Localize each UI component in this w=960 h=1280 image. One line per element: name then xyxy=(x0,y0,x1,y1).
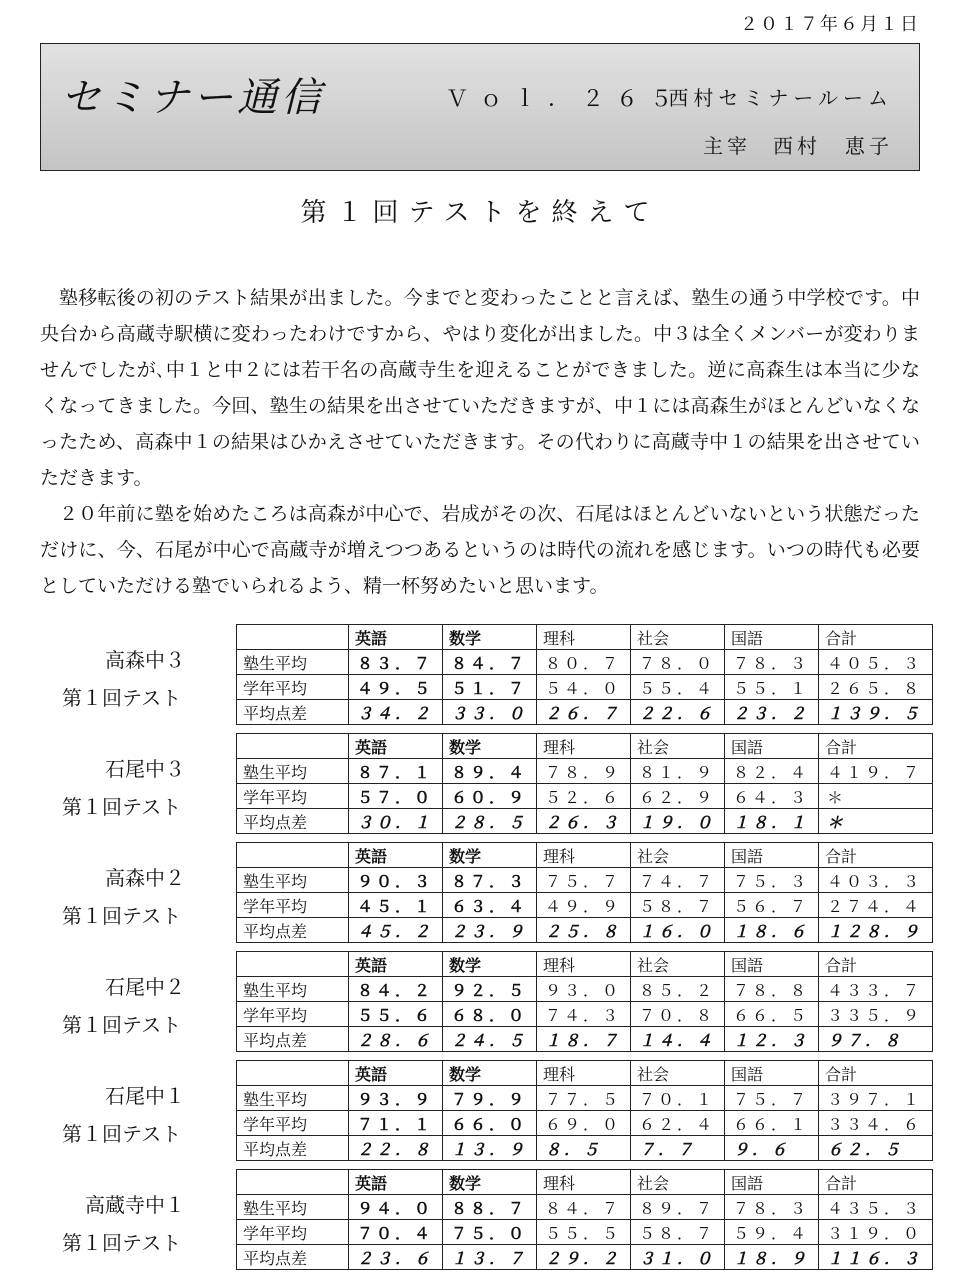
table-row xyxy=(237,1220,933,1245)
row-label: 平均点差 xyxy=(237,1245,349,1270)
score-cell: ５５．１ xyxy=(725,675,819,700)
test-name: 第１回テスト xyxy=(62,795,182,819)
score-cell: ８３．７ xyxy=(349,650,443,675)
score-cell: ２２．８ xyxy=(349,1136,443,1161)
newsletter-header xyxy=(40,43,920,171)
score-cell: ７０．８ xyxy=(631,1002,725,1027)
subject-header: 数学 xyxy=(443,952,537,977)
table-corner xyxy=(237,1061,349,1086)
score-cell: ４３５．３ xyxy=(819,1195,933,1220)
score-cell: ８４．７ xyxy=(537,1195,631,1220)
score-cell: ７５．３ xyxy=(725,868,819,893)
score-cell: ７０．４ xyxy=(349,1220,443,1245)
result-block xyxy=(40,733,932,833)
score-cell: ５５．６ xyxy=(349,1002,443,1027)
score-cell: ３３４．６ xyxy=(819,1111,933,1136)
score-cell: ２３．９ xyxy=(443,918,537,943)
subject-header: 国語 xyxy=(725,1170,819,1195)
score-cell: ＊ xyxy=(819,784,933,809)
table-header-row xyxy=(237,1061,933,1086)
score-cell: ４３３．７ xyxy=(819,977,933,1002)
score-cell: ５９．４ xyxy=(725,1220,819,1245)
row-label: 学年平均 xyxy=(237,784,349,809)
subject-header: 社会 xyxy=(631,734,725,759)
score-cell: ５１．７ xyxy=(443,675,537,700)
row-label: 塾生平均 xyxy=(237,1195,349,1220)
subject-header: 理科 xyxy=(537,1061,631,1086)
score-cell: ６６．１ xyxy=(725,1111,819,1136)
table-header-row xyxy=(237,625,933,650)
school-name: 石尾中３ xyxy=(105,757,185,781)
subject-header: 社会 xyxy=(631,952,725,977)
score-cell: ７４．３ xyxy=(537,1002,631,1027)
score-cell: ４１９．７ xyxy=(819,759,933,784)
score-cell: ３０．１ xyxy=(349,809,443,834)
row-label: 学年平均 xyxy=(237,893,349,918)
score-table xyxy=(236,733,933,834)
score-cell: ２３．６ xyxy=(349,1245,443,1270)
subject-header: 社会 xyxy=(631,625,725,650)
score-cell: ８２．４ xyxy=(725,759,819,784)
score-cell: ９０．３ xyxy=(349,868,443,893)
row-label: 学年平均 xyxy=(237,1002,349,1027)
score-cell: ２４．５ xyxy=(443,1027,537,1052)
score-table xyxy=(236,951,933,1052)
score-cell: ５５．４ xyxy=(631,675,725,700)
score-cell: ６９．０ xyxy=(537,1111,631,1136)
score-cell: ９３．０ xyxy=(537,977,631,1002)
article-headline: 第１回テストを終えて xyxy=(300,198,660,228)
score-cell: ２５．８ xyxy=(537,918,631,943)
score-cell: １９．０ xyxy=(631,809,725,834)
score-cell: ３３５．９ xyxy=(819,1002,933,1027)
row-label: 学年平均 xyxy=(237,1111,349,1136)
score-cell: １８．１ xyxy=(725,809,819,834)
row-label: 塾生平均 xyxy=(237,759,349,784)
school-name: 石尾中１ xyxy=(105,1084,185,1108)
score-cell: １６．０ xyxy=(631,918,725,943)
score-cell: ４０３．３ xyxy=(819,868,933,893)
score-cell: ６８．０ xyxy=(443,1002,537,1027)
subject-header: 理科 xyxy=(537,952,631,977)
host-name: 西村 恵子 xyxy=(773,134,893,158)
score-cell: ７．７ xyxy=(631,1136,725,1161)
subject-header: 数学 xyxy=(443,843,537,868)
score-cell: ８７．１ xyxy=(349,759,443,784)
score-cell: ５８．７ xyxy=(631,1220,725,1245)
score-cell: ４９．５ xyxy=(349,675,443,700)
score-cell: ７８．９ xyxy=(537,759,631,784)
table-row xyxy=(237,1245,933,1270)
paragraph: ２０年前に塾を始めたころは高森が中心で、岩成がその次、石尾はほとんどいないという状態だっただけに、今、石尾が中心で高蔵寺が増えつつあるというのは時代の流れを感じます。いつの時代も必要としていただける塾でいられるよう、精一杯努めたいと思います。 xyxy=(40,503,920,597)
test-name: 第１回テスト xyxy=(62,686,182,710)
table-row xyxy=(237,893,933,918)
score-cell: ９４．０ xyxy=(349,1195,443,1220)
score-cell: ７９．９ xyxy=(443,1086,537,1111)
test-name: 第１回テスト xyxy=(62,1013,182,1037)
school-name: 高森中２ xyxy=(105,866,185,890)
score-cell: ８０．７ xyxy=(537,650,631,675)
score-cell: ３１．０ xyxy=(631,1245,725,1270)
score-cell: ３３．０ xyxy=(443,700,537,725)
score-cell: ３９７．１ xyxy=(819,1086,933,1111)
row-label: 学年平均 xyxy=(237,1220,349,1245)
score-cell: ８１．９ xyxy=(631,759,725,784)
score-cell: ７５．７ xyxy=(725,1086,819,1111)
table-row xyxy=(237,1111,933,1136)
score-cell: ２６５．８ xyxy=(819,675,933,700)
score-cell: ２８．５ xyxy=(443,809,537,834)
row-label: 塾生平均 xyxy=(237,977,349,1002)
row-label: 平均点差 xyxy=(237,700,349,725)
table-corner xyxy=(237,843,349,868)
score-cell: ８４．２ xyxy=(349,977,443,1002)
table-row xyxy=(237,1027,933,1052)
score-cell: １８．９ xyxy=(725,1245,819,1270)
score-cell: ７８．８ xyxy=(725,977,819,1002)
subject-header: 英語 xyxy=(349,952,443,977)
score-cell: １２８．９ xyxy=(819,918,933,943)
score-cell: １３．９ xyxy=(443,1136,537,1161)
score-cell: ５８．７ xyxy=(631,893,725,918)
score-cell: ９３．９ xyxy=(349,1086,443,1111)
table-row xyxy=(237,759,933,784)
score-cell: ２８．６ xyxy=(349,1027,443,1052)
table-row xyxy=(237,809,933,834)
table-corner xyxy=(237,625,349,650)
score-cell: ５６．７ xyxy=(725,893,819,918)
row-label: 塾生平均 xyxy=(237,868,349,893)
score-table xyxy=(236,1060,933,1161)
score-cell: ４５．１ xyxy=(349,893,443,918)
result-block xyxy=(40,842,932,942)
table-row xyxy=(237,700,933,725)
table-header-row xyxy=(237,1170,933,1195)
row-label: 学年平均 xyxy=(237,675,349,700)
table-header-row xyxy=(237,734,933,759)
table-row xyxy=(237,918,933,943)
row-label: 塾生平均 xyxy=(237,1086,349,1111)
score-cell: ２２．６ xyxy=(631,700,725,725)
score-cell: ５２．６ xyxy=(537,784,631,809)
subject-header: 国語 xyxy=(725,734,819,759)
score-cell: １２．３ xyxy=(725,1027,819,1052)
score-cell: ８４．７ xyxy=(443,650,537,675)
score-cell: ５４．０ xyxy=(537,675,631,700)
subject-header: 数学 xyxy=(443,625,537,650)
subject-header: 社会 xyxy=(631,843,725,868)
subject-header: 英語 xyxy=(349,1170,443,1195)
row-label: 平均点差 xyxy=(237,1027,349,1052)
score-cell: ９．６ xyxy=(725,1136,819,1161)
newsletter-title: セミナー通信 xyxy=(61,75,325,121)
score-cell: ５７．０ xyxy=(349,784,443,809)
subject-header: 国語 xyxy=(725,1061,819,1086)
score-cell: ２６．７ xyxy=(537,700,631,725)
score-cell: １８．７ xyxy=(537,1027,631,1052)
score-cell: ８８．７ xyxy=(443,1195,537,1220)
score-cell: １３９．５ xyxy=(819,700,933,725)
table-row xyxy=(237,1002,933,1027)
score-cell: ４９．９ xyxy=(537,893,631,918)
table-row xyxy=(237,1195,933,1220)
score-table xyxy=(236,624,933,725)
subject-header: 数学 xyxy=(443,1170,537,1195)
subject-header: 理科 xyxy=(537,625,631,650)
score-cell: ４５．２ xyxy=(349,918,443,943)
score-cell: ６４．３ xyxy=(725,784,819,809)
score-cell: ６２．９ xyxy=(631,784,725,809)
score-cell: ７４．７ xyxy=(631,868,725,893)
test-name: 第１回テスト xyxy=(62,904,182,928)
score-cell: ８９．４ xyxy=(443,759,537,784)
subject-header: 合計 xyxy=(819,1061,933,1086)
score-cell: １３．７ xyxy=(443,1245,537,1270)
table-corner xyxy=(237,734,349,759)
score-cell: ２６．３ xyxy=(537,809,631,834)
score-cell: ６２．５ xyxy=(819,1136,933,1161)
table-corner xyxy=(237,1170,349,1195)
score-cell: ７８．３ xyxy=(725,1195,819,1220)
score-cell: ８７．３ xyxy=(443,868,537,893)
host-role: 主宰 xyxy=(703,134,751,158)
subject-header: 社会 xyxy=(631,1170,725,1195)
score-cell: ３１９．０ xyxy=(819,1220,933,1245)
score-cell: ６６．５ xyxy=(725,1002,819,1027)
issue-date: ２０１７年６月１日 xyxy=(740,14,920,35)
table-row xyxy=(237,977,933,1002)
score-cell: ６０．９ xyxy=(443,784,537,809)
school-name: 高蔵寺中１ xyxy=(85,1193,185,1217)
row-label: 平均点差 xyxy=(237,918,349,943)
subject-header: 理科 xyxy=(537,1170,631,1195)
school-name: 石尾中２ xyxy=(105,975,185,999)
subject-header: 合計 xyxy=(819,952,933,977)
row-label: 塾生平均 xyxy=(237,650,349,675)
table-header-row xyxy=(237,843,933,868)
test-name: 第１回テスト xyxy=(62,1122,182,1146)
score-cell: １４．４ xyxy=(631,1027,725,1052)
score-cell: ６２．４ xyxy=(631,1111,725,1136)
score-table xyxy=(236,842,933,943)
score-cell: ＊ xyxy=(819,809,933,834)
score-cell: ７８．０ xyxy=(631,650,725,675)
score-cell: １８．６ xyxy=(725,918,819,943)
score-cell: ６３．４ xyxy=(443,893,537,918)
score-cell: ２７４．４ xyxy=(819,893,933,918)
score-cell: １１６．３ xyxy=(819,1245,933,1270)
subject-header: 合計 xyxy=(819,625,933,650)
test-name: 第１回テスト xyxy=(62,1231,182,1255)
result-block xyxy=(40,624,932,724)
table-row xyxy=(237,868,933,893)
score-cell: ２３．２ xyxy=(725,700,819,725)
score-cell: ３４．２ xyxy=(349,700,443,725)
table-row xyxy=(237,675,933,700)
result-block xyxy=(40,1169,932,1269)
subject-header: 数学 xyxy=(443,734,537,759)
score-cell: ７７．５ xyxy=(537,1086,631,1111)
score-cell: ４０５．３ xyxy=(819,650,933,675)
subject-header: 合計 xyxy=(819,734,933,759)
row-label: 平均点差 xyxy=(237,809,349,834)
score-cell: ７５．７ xyxy=(537,868,631,893)
subject-header: 数学 xyxy=(443,1061,537,1086)
paragraph: 塾移転後の初のテスト結果が出ました。今までと変わったことと言えば、塾生の通う中学校です。中央台から高蔵寺駅横に変わったわけですから、やはり変化が出ました。中３は全くメンバーが変わりませんでしたが､中１と中２には若干名の高蔵寺生を迎えることができました。逆に高森生は本当に少なくなってきました。今回、塾生の結果を出させていただきますが、中１には高森生がほとんどいなくなったため、高森中１の結果はひかえさせていただきます。その代わりに高蔵寺中１の結果を出させていただきます。 xyxy=(40,287,920,489)
score-cell: ８９．７ xyxy=(631,1195,725,1220)
score-cell: ７８．３ xyxy=(725,650,819,675)
result-block xyxy=(40,951,932,1051)
subject-header: 英語 xyxy=(349,843,443,868)
subject-header: 英語 xyxy=(349,625,443,650)
result-block xyxy=(40,1060,932,1160)
subject-header: 合計 xyxy=(819,1170,933,1195)
score-cell: ７５．０ xyxy=(443,1220,537,1245)
subject-header: 英語 xyxy=(349,1061,443,1086)
score-cell: ９２．５ xyxy=(443,977,537,1002)
table-row xyxy=(237,1136,933,1161)
subject-header: 合計 xyxy=(819,843,933,868)
school-name: 高森中３ xyxy=(105,648,185,672)
table-row xyxy=(237,650,933,675)
score-cell: ７０．１ xyxy=(631,1086,725,1111)
score-table xyxy=(236,1169,933,1270)
score-cell: ５５．５ xyxy=(537,1220,631,1245)
table-header-row xyxy=(237,952,933,977)
organization-name: 西村セミナールーム xyxy=(668,86,893,110)
subject-header: 英語 xyxy=(349,734,443,759)
table-row xyxy=(237,784,933,809)
subject-header: 理科 xyxy=(537,734,631,759)
subject-header: 国語 xyxy=(725,952,819,977)
score-cell: ８．５ xyxy=(537,1136,631,1161)
host-line xyxy=(703,130,893,159)
subject-header: 社会 xyxy=(631,1061,725,1086)
score-cell: ７１．１ xyxy=(349,1111,443,1136)
subject-header: 理科 xyxy=(537,843,631,868)
article-body xyxy=(40,280,920,604)
table-row xyxy=(237,1086,933,1111)
volume-number: Ｖｏｌ．２６５ xyxy=(446,87,685,112)
score-cell: ９７．８ xyxy=(819,1027,933,1052)
score-cell: ２９．２ xyxy=(537,1245,631,1270)
score-cell: ８５．２ xyxy=(631,977,725,1002)
row-label: 平均点差 xyxy=(237,1136,349,1161)
table-corner xyxy=(237,952,349,977)
subject-header: 国語 xyxy=(725,843,819,868)
score-cell: ６６．０ xyxy=(443,1111,537,1136)
subject-header: 国語 xyxy=(725,625,819,650)
